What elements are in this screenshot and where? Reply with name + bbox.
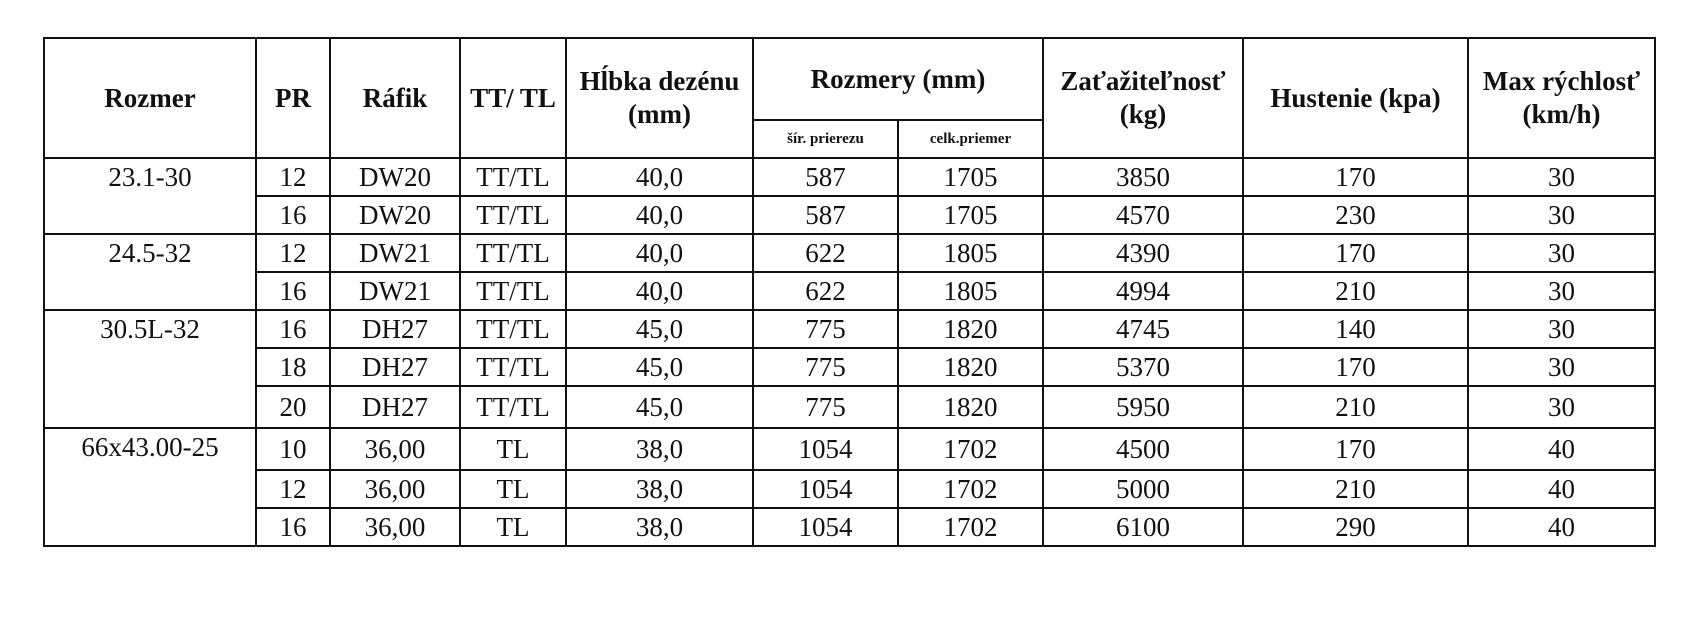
pressure-cell: 170	[1243, 234, 1468, 272]
rim-cell: DH27	[330, 348, 460, 386]
diameter-cell: 1820	[898, 348, 1043, 386]
speed-cell: 40	[1468, 428, 1655, 470]
tt-tl-cell: TT/TL	[460, 158, 566, 196]
header-hustenie: Hustenie (kpa)	[1243, 38, 1468, 158]
depth-cell: 45,0	[566, 348, 753, 386]
pressure-cell: 290	[1243, 508, 1468, 546]
size-cell: 24.5-32	[44, 234, 256, 310]
tt-tl-cell: TL	[460, 470, 566, 508]
pr-cell: 18	[256, 348, 330, 386]
table-body	[44, 158, 1655, 546]
pressure-cell: 210	[1243, 386, 1468, 428]
table-row	[44, 508, 1655, 546]
header-sir-prierezu: šír. prierezu	[753, 120, 898, 158]
width-cell: 1054	[753, 508, 898, 546]
depth-cell: 38,0	[566, 428, 753, 470]
load-cell: 6100	[1043, 508, 1243, 546]
header-tt-tl: TT/ TL	[460, 38, 566, 158]
pressure-cell: 170	[1243, 158, 1468, 196]
rim-cell: DW21	[330, 272, 460, 310]
load-cell: 5370	[1043, 348, 1243, 386]
tt-tl-cell: TL	[460, 508, 566, 546]
speed-cell: 30	[1468, 348, 1655, 386]
tt-tl-cell: TT/TL	[460, 234, 566, 272]
table-row	[44, 470, 1655, 508]
size-cell: 23.1-30	[44, 158, 256, 234]
depth-cell: 40,0	[566, 272, 753, 310]
header-celk-priemer: celk.priemer	[898, 120, 1043, 158]
pressure-cell: 210	[1243, 470, 1468, 508]
size-cell: 66x43.00-25	[44, 428, 256, 546]
header-rafik: Ráfik	[330, 38, 460, 158]
diameter-cell: 1820	[898, 386, 1043, 428]
tt-tl-cell: TT/TL	[460, 348, 566, 386]
header-hlbka-dezenu: Hĺbka dezénu (mm)	[566, 38, 753, 158]
rim-cell: 36,00	[330, 508, 460, 546]
width-cell: 775	[753, 386, 898, 428]
header-pr: PR	[256, 38, 330, 158]
depth-cell: 40,0	[566, 196, 753, 234]
load-cell: 4390	[1043, 234, 1243, 272]
pressure-cell: 140	[1243, 310, 1468, 348]
load-cell: 4500	[1043, 428, 1243, 470]
pr-cell: 16	[256, 508, 330, 546]
rim-cell: 36,00	[330, 428, 460, 470]
depth-cell: 45,0	[566, 386, 753, 428]
depth-cell: 38,0	[566, 470, 753, 508]
width-cell: 587	[753, 158, 898, 196]
header-rozmery: Rozmery (mm)	[753, 38, 1043, 120]
width-cell: 1054	[753, 428, 898, 470]
rim-cell: DW20	[330, 196, 460, 234]
header-max-rychlost: Max rýchlosť (km/h)	[1468, 38, 1655, 158]
table-row	[44, 234, 1655, 272]
diameter-cell: 1820	[898, 310, 1043, 348]
width-cell: 622	[753, 234, 898, 272]
pressure-cell: 230	[1243, 196, 1468, 234]
table-row	[44, 386, 1655, 428]
pr-cell: 16	[256, 196, 330, 234]
pr-cell: 12	[256, 158, 330, 196]
rim-cell: 36,00	[330, 470, 460, 508]
speed-cell: 30	[1468, 158, 1655, 196]
table-row	[44, 348, 1655, 386]
load-cell: 5950	[1043, 386, 1243, 428]
pr-cell: 20	[256, 386, 330, 428]
header-rozmer: Rozmer	[44, 38, 256, 158]
diameter-cell: 1702	[898, 428, 1043, 470]
tt-tl-cell: TT/TL	[460, 272, 566, 310]
diameter-cell: 1805	[898, 272, 1043, 310]
table-row	[44, 310, 1655, 348]
speed-cell: 30	[1468, 310, 1655, 348]
speed-cell: 30	[1468, 386, 1655, 428]
depth-cell: 38,0	[566, 508, 753, 546]
table-row	[44, 428, 1655, 470]
speed-cell: 30	[1468, 234, 1655, 272]
tt-tl-cell: TT/TL	[460, 386, 566, 428]
speed-cell: 30	[1468, 272, 1655, 310]
rim-cell: DW21	[330, 234, 460, 272]
speed-cell: 40	[1468, 470, 1655, 508]
tt-tl-cell: TT/TL	[460, 310, 566, 348]
diameter-cell: 1805	[898, 234, 1043, 272]
diameter-cell: 1705	[898, 158, 1043, 196]
pr-cell: 16	[256, 272, 330, 310]
rim-cell: DW20	[330, 158, 460, 196]
load-cell: 3850	[1043, 158, 1243, 196]
width-cell: 775	[753, 310, 898, 348]
load-cell: 4745	[1043, 310, 1243, 348]
width-cell: 775	[753, 348, 898, 386]
pressure-cell: 170	[1243, 428, 1468, 470]
width-cell: 587	[753, 196, 898, 234]
load-cell: 4570	[1043, 196, 1243, 234]
width-cell: 1054	[753, 470, 898, 508]
tt-tl-cell: TL	[460, 428, 566, 470]
depth-cell: 45,0	[566, 310, 753, 348]
table-row	[44, 196, 1655, 234]
pressure-cell: 210	[1243, 272, 1468, 310]
depth-cell: 40,0	[566, 234, 753, 272]
rim-cell: DH27	[330, 386, 460, 428]
pr-cell: 10	[256, 428, 330, 470]
pressure-cell: 170	[1243, 348, 1468, 386]
diameter-cell: 1702	[898, 470, 1043, 508]
diameter-cell: 1702	[898, 508, 1043, 546]
table-row	[44, 272, 1655, 310]
tt-tl-cell: TT/TL	[460, 196, 566, 234]
width-cell: 622	[753, 272, 898, 310]
speed-cell: 40	[1468, 508, 1655, 546]
speed-cell: 30	[1468, 196, 1655, 234]
load-cell: 5000	[1043, 470, 1243, 508]
rim-cell: DH27	[330, 310, 460, 348]
depth-cell: 40,0	[566, 158, 753, 196]
pr-cell: 12	[256, 234, 330, 272]
pr-cell: 16	[256, 310, 330, 348]
diameter-cell: 1705	[898, 196, 1043, 234]
tire-spec-table	[43, 37, 1656, 547]
table-row	[44, 158, 1655, 196]
header-zatazitelnost: Zaťažiteľnosť (kg)	[1043, 38, 1243, 158]
load-cell: 4994	[1043, 272, 1243, 310]
size-cell: 30.5L-32	[44, 310, 256, 428]
pr-cell: 12	[256, 470, 330, 508]
